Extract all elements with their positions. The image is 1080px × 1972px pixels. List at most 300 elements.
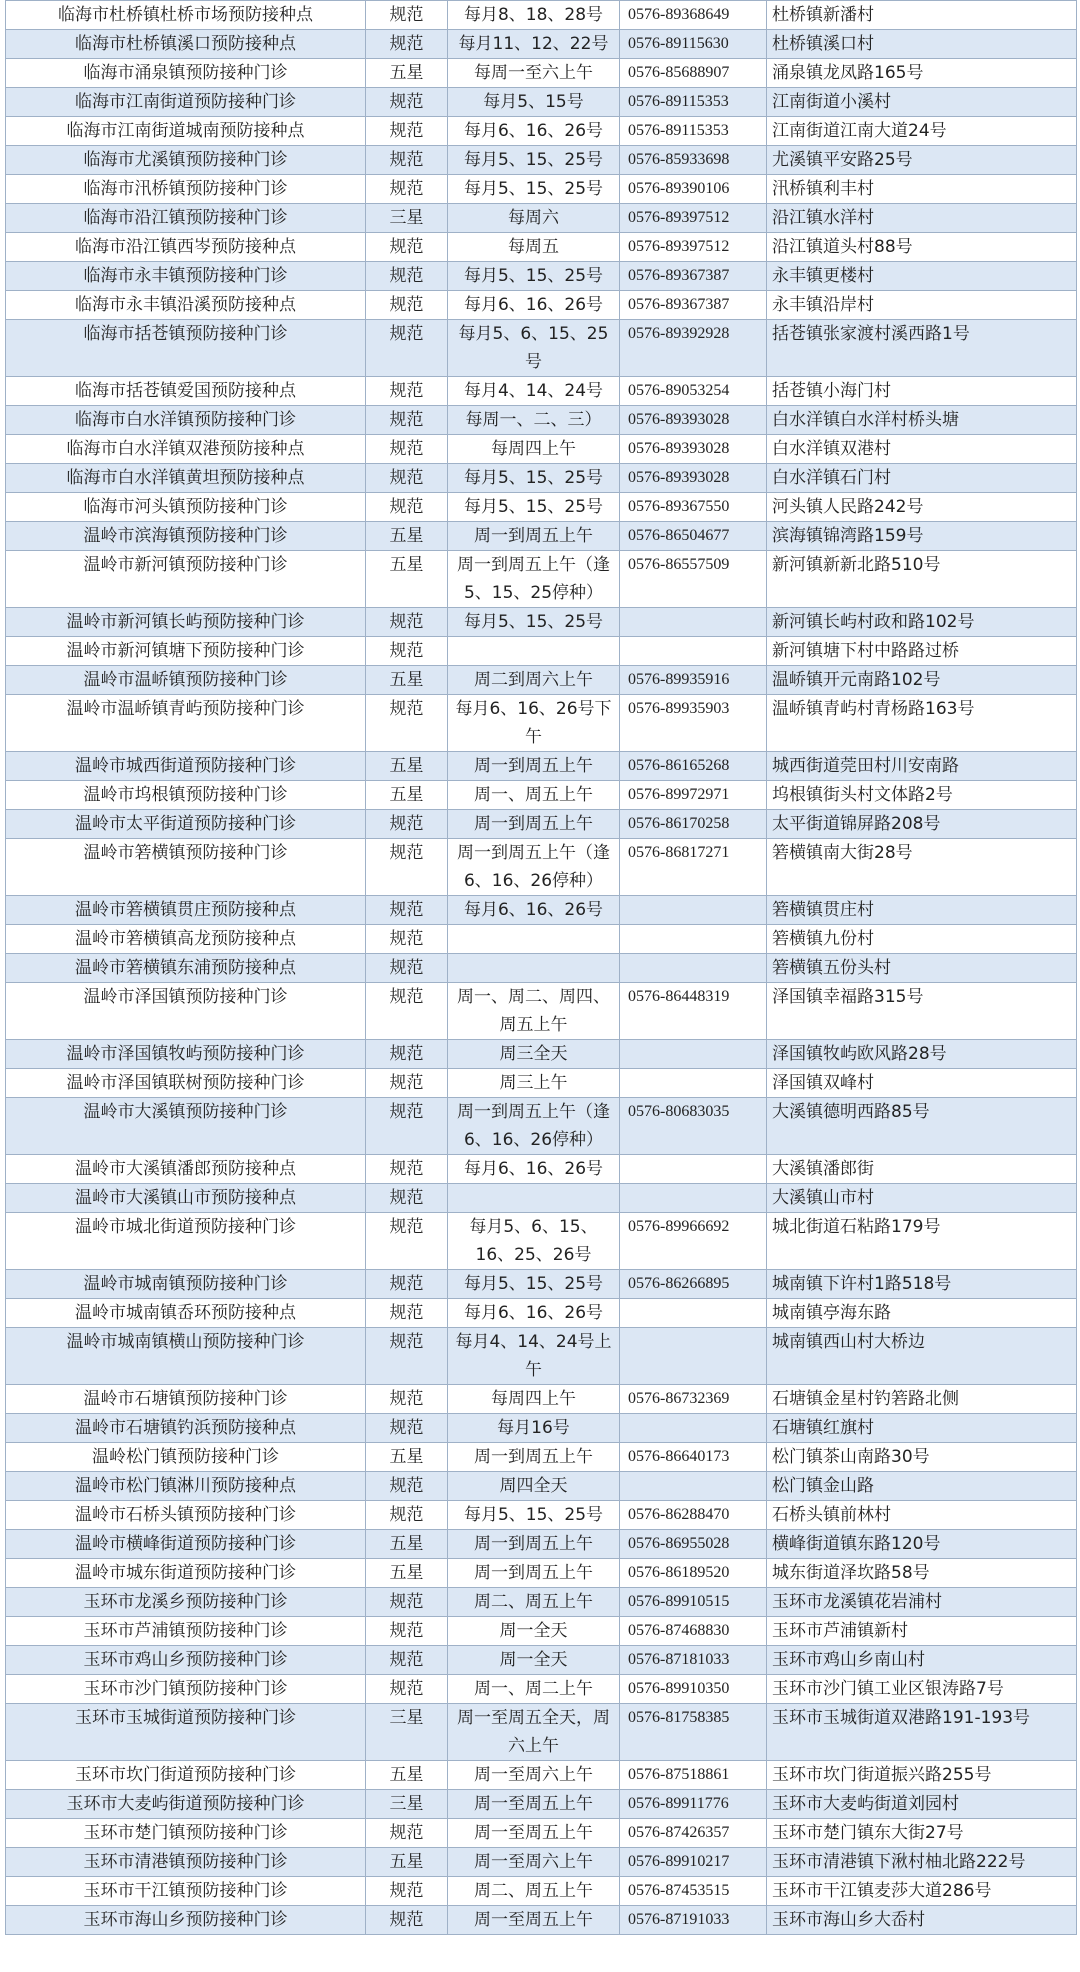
clinic-name-cell: 温岭市城南镇横山预防接种门诊 bbox=[6, 1328, 366, 1385]
table-row bbox=[6, 1472, 1077, 1501]
clinic-schedule-cell: 周一到周五上午 bbox=[448, 1530, 620, 1559]
clinic-schedule-cell: 每月5、15号 bbox=[448, 88, 620, 117]
table-row bbox=[6, 377, 1077, 406]
clinic-schedule-cell: 周一到周五上午 bbox=[448, 1559, 620, 1588]
clinic-phone-cell: 0576-85933698 bbox=[620, 146, 767, 175]
clinic-address-cell: 箬横镇南大街28号 bbox=[767, 839, 1077, 896]
clinic-phone-cell: 0576-86266895 bbox=[620, 1270, 767, 1299]
clinic-phone-cell: 0576-89910217 bbox=[620, 1848, 767, 1877]
clinic-phone-cell: 0576-89367387 bbox=[620, 291, 767, 320]
clinic-phone-cell: 0576-89367550 bbox=[620, 493, 767, 522]
clinic-address-cell: 玉环市坎门街道振兴路255号 bbox=[767, 1761, 1077, 1790]
clinic-address-cell: 新河镇新新北路510号 bbox=[767, 551, 1077, 608]
clinic-name-cell: 临海市白水洋镇双港预防接种点 bbox=[6, 435, 366, 464]
clinic-name-cell: 玉环市玉城街道预防接种门诊 bbox=[6, 1704, 366, 1761]
clinic-name-cell: 临海市汛桥镇预防接种门诊 bbox=[6, 175, 366, 204]
clinic-level-cell: 规范 bbox=[366, 1617, 448, 1646]
clinic-schedule-cell: 每月16号 bbox=[448, 1414, 620, 1443]
clinic-schedule-cell: 每月6、16、26号下午 bbox=[448, 695, 620, 752]
clinic-address-cell: 松门镇茶山南路30号 bbox=[767, 1443, 1077, 1472]
clinic-phone-cell bbox=[620, 1184, 767, 1213]
clinic-name-cell: 温岭市横峰街道预防接种门诊 bbox=[6, 1530, 366, 1559]
clinic-name-cell: 临海市沿江镇西岑预防接种点 bbox=[6, 233, 366, 262]
table-row bbox=[6, 1155, 1077, 1184]
clinic-level-cell: 五星 bbox=[366, 1761, 448, 1790]
clinic-phone-cell: 0576-86955028 bbox=[620, 1530, 767, 1559]
clinic-phone-cell: 0576-89966692 bbox=[620, 1213, 767, 1270]
table-row bbox=[6, 983, 1077, 1040]
clinic-name-cell: 温岭市箬横镇高龙预防接种点 bbox=[6, 925, 366, 954]
clinic-phone-cell: 0576-85688907 bbox=[620, 59, 767, 88]
table-row bbox=[6, 146, 1077, 175]
clinic-schedule-cell: 每周六 bbox=[448, 204, 620, 233]
clinic-level-cell: 规范 bbox=[366, 30, 448, 59]
table-row bbox=[6, 1040, 1077, 1069]
clinic-name-cell: 临海市白水洋镇黄坦预防接种点 bbox=[6, 464, 366, 493]
clinic-name-cell: 临海市永丰镇沿溪预防接种点 bbox=[6, 291, 366, 320]
table-row bbox=[6, 1530, 1077, 1559]
clinic-level-cell: 五星 bbox=[366, 551, 448, 608]
clinic-phone-cell: 0576-86170258 bbox=[620, 810, 767, 839]
clinic-level-cell: 规范 bbox=[366, 320, 448, 377]
clinic-schedule-cell: 周一至周六上午 bbox=[448, 1761, 620, 1790]
clinic-level-cell: 规范 bbox=[366, 291, 448, 320]
clinic-address-cell: 温峤镇青屿村青杨路163号 bbox=[767, 695, 1077, 752]
clinic-level-cell: 规范 bbox=[366, 1819, 448, 1848]
clinic-name-cell: 温岭市坞根镇预防接种门诊 bbox=[6, 781, 366, 810]
clinic-name-cell: 温岭市新河镇塘下预防接种门诊 bbox=[6, 637, 366, 666]
clinic-phone-cell bbox=[620, 608, 767, 637]
clinic-level-cell: 规范 bbox=[366, 983, 448, 1040]
table-row bbox=[6, 695, 1077, 752]
table-row bbox=[6, 896, 1077, 925]
clinic-name-cell: 温岭市箬横镇预防接种门诊 bbox=[6, 839, 366, 896]
clinic-level-cell: 规范 bbox=[366, 1213, 448, 1270]
clinic-name-cell: 玉环市大麦屿街道预防接种门诊 bbox=[6, 1790, 366, 1819]
clinic-address-cell: 玉环市鸡山乡南山村 bbox=[767, 1646, 1077, 1675]
clinic-name-cell: 温岭松门镇预防接种门诊 bbox=[6, 1443, 366, 1472]
clinic-level-cell: 规范 bbox=[366, 1501, 448, 1530]
clinic-level-cell: 五星 bbox=[366, 1530, 448, 1559]
clinic-level-cell: 规范 bbox=[366, 377, 448, 406]
table-row bbox=[6, 435, 1077, 464]
table-row bbox=[6, 88, 1077, 117]
clinic-level-cell: 规范 bbox=[366, 1270, 448, 1299]
clinic-phone-cell bbox=[620, 954, 767, 983]
clinic-level-cell: 三星 bbox=[366, 1704, 448, 1761]
clinic-schedule-cell: 每周五 bbox=[448, 233, 620, 262]
clinic-name-cell: 玉环市芦浦镇预防接种门诊 bbox=[6, 1617, 366, 1646]
clinic-name-cell: 温岭市泽国镇预防接种门诊 bbox=[6, 983, 366, 1040]
clinic-phone-cell bbox=[620, 1069, 767, 1098]
clinic-level-cell: 三星 bbox=[366, 1790, 448, 1819]
clinic-schedule-cell: 周二到周六上午 bbox=[448, 666, 620, 695]
clinic-name-cell: 玉环市鸡山乡预防接种门诊 bbox=[6, 1646, 366, 1675]
clinic-name-cell: 玉环市坎门街道预防接种门诊 bbox=[6, 1761, 366, 1790]
table-row bbox=[6, 1790, 1077, 1819]
clinic-name-cell: 玉环市楚门镇预防接种门诊 bbox=[6, 1819, 366, 1848]
clinic-schedule-cell: 周二、周五上午 bbox=[448, 1588, 620, 1617]
clinic-level-cell: 五星 bbox=[366, 781, 448, 810]
clinic-schedule-cell: 每周一至六上午 bbox=[448, 59, 620, 88]
clinic-level-cell: 五星 bbox=[366, 666, 448, 695]
clinic-name-cell: 温岭市城东街道预防接种门诊 bbox=[6, 1559, 366, 1588]
clinic-schedule-cell: 每月5、15、25号 bbox=[448, 262, 620, 291]
clinic-name-cell: 温岭市石桥头镇预防接种门诊 bbox=[6, 1501, 366, 1530]
clinic-phone-cell: 0576-89368649 bbox=[620, 1, 767, 30]
clinic-address-cell: 箬横镇九份村 bbox=[767, 925, 1077, 954]
table-row bbox=[6, 30, 1077, 59]
clinic-schedule-cell: 周一至周五上午 bbox=[448, 1906, 620, 1935]
clinic-level-cell: 规范 bbox=[366, 262, 448, 291]
clinic-name-cell: 玉环市沙门镇预防接种门诊 bbox=[6, 1675, 366, 1704]
clinic-level-cell: 五星 bbox=[366, 1559, 448, 1588]
clinic-level-cell: 规范 bbox=[366, 695, 448, 752]
clinic-schedule-cell: 每月5、15、25号 bbox=[448, 608, 620, 637]
clinic-schedule-cell: 周一到周五上午 bbox=[448, 522, 620, 551]
clinic-schedule-cell bbox=[448, 925, 620, 954]
clinic-phone-cell: 0576-89392928 bbox=[620, 320, 767, 377]
clinic-address-cell: 玉环市龙溪镇花岩浦村 bbox=[767, 1588, 1077, 1617]
table-row bbox=[6, 925, 1077, 954]
clinic-level-cell: 规范 bbox=[366, 1877, 448, 1906]
clinic-level-cell: 规范 bbox=[366, 464, 448, 493]
clinic-phone-cell bbox=[620, 1155, 767, 1184]
clinic-name-cell: 临海市括苍镇预防接种门诊 bbox=[6, 320, 366, 377]
clinic-name-cell: 温岭市城北街道预防接种门诊 bbox=[6, 1213, 366, 1270]
clinic-phone-cell: 0576-86165268 bbox=[620, 752, 767, 781]
table-row bbox=[6, 522, 1077, 551]
clinic-address-cell: 泽国镇幸福路315号 bbox=[767, 983, 1077, 1040]
clinic-phone-cell: 0576-89053254 bbox=[620, 377, 767, 406]
table-row bbox=[6, 1617, 1077, 1646]
clinic-level-cell: 五星 bbox=[366, 752, 448, 781]
table-row bbox=[6, 1675, 1077, 1704]
clinic-address-cell: 新河镇塘下村中路路过桥 bbox=[767, 637, 1077, 666]
clinic-address-cell: 大溪镇潘郎街 bbox=[767, 1155, 1077, 1184]
clinic-name-cell: 温岭市泽国镇牧屿预防接种门诊 bbox=[6, 1040, 366, 1069]
table-row bbox=[6, 1, 1077, 30]
clinic-name-cell: 玉环市龙溪乡预防接种门诊 bbox=[6, 1588, 366, 1617]
clinic-address-cell: 玉环市沙门镇工业区银涛路7号 bbox=[767, 1675, 1077, 1704]
clinic-name-cell: 临海市杜桥镇溪口预防接种点 bbox=[6, 30, 366, 59]
clinic-address-cell: 石桥头镇前林村 bbox=[767, 1501, 1077, 1530]
clinic-name-cell: 临海市尤溪镇预防接种门诊 bbox=[6, 146, 366, 175]
clinic-phone-cell: 0576-86448319 bbox=[620, 983, 767, 1040]
clinic-phone-cell: 0576-89115630 bbox=[620, 30, 767, 59]
clinic-schedule-cell: 每月5、15、25号 bbox=[448, 175, 620, 204]
clinic-level-cell: 五星 bbox=[366, 59, 448, 88]
table-row bbox=[6, 839, 1077, 896]
clinic-level-cell: 规范 bbox=[366, 925, 448, 954]
clinic-address-cell: 石塘镇红旗村 bbox=[767, 1414, 1077, 1443]
clinic-address-cell: 泽国镇双峰村 bbox=[767, 1069, 1077, 1098]
clinic-address-cell: 江南街道江南大道24号 bbox=[767, 117, 1077, 146]
clinic-schedule-cell: 每月4、14、24号上午 bbox=[448, 1328, 620, 1385]
clinic-level-cell: 规范 bbox=[366, 1328, 448, 1385]
table-row bbox=[6, 1414, 1077, 1443]
clinic-address-cell: 江南街道小溪村 bbox=[767, 88, 1077, 117]
clinic-schedule-cell: 每周一、二、三） bbox=[448, 406, 620, 435]
clinic-phone-cell bbox=[620, 896, 767, 925]
clinic-schedule-cell: 周一全天 bbox=[448, 1646, 620, 1675]
clinic-address-cell: 沿江镇道头村88号 bbox=[767, 233, 1077, 262]
table-row bbox=[6, 1443, 1077, 1472]
clinic-phone-cell: 0576-89390106 bbox=[620, 175, 767, 204]
table-row bbox=[6, 117, 1077, 146]
clinic-level-cell: 规范 bbox=[366, 146, 448, 175]
clinic-name-cell: 温岭市箬横镇东浦预防接种点 bbox=[6, 954, 366, 983]
clinic-name-cell: 临海市括苍镇爱国预防接种点 bbox=[6, 377, 366, 406]
clinic-phone-cell: 0576-89910350 bbox=[620, 1675, 767, 1704]
clinic-schedule-cell: 每月6、16、26号 bbox=[448, 896, 620, 925]
clinic-address-cell: 白水洋镇石门村 bbox=[767, 464, 1077, 493]
clinic-phone-cell: 0576-87518861 bbox=[620, 1761, 767, 1790]
clinic-schedule-cell: 周一到周五上午（逢6、16、26停种） bbox=[448, 839, 620, 896]
clinic-schedule-cell: 每月5、6、15、25号 bbox=[448, 320, 620, 377]
clinic-level-cell: 规范 bbox=[366, 1385, 448, 1414]
clinic-address-cell: 杜桥镇新潘村 bbox=[767, 1, 1077, 30]
table-row bbox=[6, 1069, 1077, 1098]
clinic-address-cell: 玉环市楚门镇东大街27号 bbox=[767, 1819, 1077, 1848]
clinic-phone-cell bbox=[620, 1414, 767, 1443]
clinic-schedule-cell: 每月4、14、24号 bbox=[448, 377, 620, 406]
clinic-level-cell: 规范 bbox=[366, 1069, 448, 1098]
clinic-table bbox=[5, 0, 1077, 1935]
clinic-schedule-cell: 每月5、15、25号 bbox=[448, 464, 620, 493]
table-row bbox=[6, 1501, 1077, 1530]
table-row bbox=[6, 608, 1077, 637]
clinic-phone-cell: 0576-89115353 bbox=[620, 117, 767, 146]
clinic-schedule-cell: 每周四上午 bbox=[448, 435, 620, 464]
clinic-schedule-cell: 每月6、16、26号 bbox=[448, 1155, 620, 1184]
clinic-schedule-cell: 每月5、6、15、16、25、26号 bbox=[448, 1213, 620, 1270]
clinic-address-cell: 永丰镇更楼村 bbox=[767, 262, 1077, 291]
clinic-phone-cell: 0576-89397512 bbox=[620, 204, 767, 233]
table-row bbox=[6, 1299, 1077, 1328]
clinic-phone-cell: 0576-89397512 bbox=[620, 233, 767, 262]
clinic-level-cell: 规范 bbox=[366, 1472, 448, 1501]
clinic-level-cell: 规范 bbox=[366, 1646, 448, 1675]
clinic-name-cell: 玉环市清港镇预防接种门诊 bbox=[6, 1848, 366, 1877]
clinic-address-cell: 玉环市大麦屿街道刘园村 bbox=[767, 1790, 1077, 1819]
table-row bbox=[6, 59, 1077, 88]
clinic-level-cell: 三星 bbox=[366, 204, 448, 233]
table-row bbox=[6, 291, 1077, 320]
clinic-schedule-cell: 每月11、12、22号 bbox=[448, 30, 620, 59]
clinic-address-cell: 涌泉镇龙凤路165号 bbox=[767, 59, 1077, 88]
clinic-phone-cell: 0576-89972971 bbox=[620, 781, 767, 810]
table-row bbox=[6, 954, 1077, 983]
table-row bbox=[6, 464, 1077, 493]
clinic-address-cell: 横峰街道镇东路120号 bbox=[767, 1530, 1077, 1559]
table-row bbox=[6, 262, 1077, 291]
clinic-level-cell: 五星 bbox=[366, 1443, 448, 1472]
clinic-level-cell: 规范 bbox=[366, 175, 448, 204]
clinic-address-cell: 城南镇下许村1路518号 bbox=[767, 1270, 1077, 1299]
clinic-phone-cell bbox=[620, 925, 767, 954]
clinic-name-cell: 临海市永丰镇预防接种门诊 bbox=[6, 262, 366, 291]
clinic-level-cell: 规范 bbox=[366, 954, 448, 983]
table-row bbox=[6, 1588, 1077, 1617]
clinic-name-cell: 临海市河头镇预防接种门诊 bbox=[6, 493, 366, 522]
clinic-address-cell: 大溪镇德明西路85号 bbox=[767, 1098, 1077, 1155]
clinic-schedule-cell: 周四全天 bbox=[448, 1472, 620, 1501]
table-row bbox=[6, 320, 1077, 377]
clinic-address-cell: 太平街道锦屏路208号 bbox=[767, 810, 1077, 839]
clinic-name-cell: 温岭市大溪镇山市预防接种点 bbox=[6, 1184, 366, 1213]
table-row bbox=[6, 637, 1077, 666]
table-row bbox=[6, 1646, 1077, 1675]
clinic-schedule-cell: 周一到周五上午（逢6、16、26停种） bbox=[448, 1098, 620, 1155]
clinic-level-cell: 规范 bbox=[366, 1588, 448, 1617]
clinic-level-cell: 规范 bbox=[366, 233, 448, 262]
table-row bbox=[6, 1385, 1077, 1414]
table-row bbox=[6, 406, 1077, 435]
table-row bbox=[6, 781, 1077, 810]
clinic-address-cell: 尤溪镇平安路25号 bbox=[767, 146, 1077, 175]
clinic-schedule-cell: 每月6、16、26号 bbox=[448, 117, 620, 146]
clinic-address-cell: 松门镇金山路 bbox=[767, 1472, 1077, 1501]
table-row bbox=[6, 752, 1077, 781]
clinic-level-cell: 规范 bbox=[366, 1155, 448, 1184]
clinic-address-cell: 玉环市芦浦镇新村 bbox=[767, 1617, 1077, 1646]
table-row bbox=[6, 204, 1077, 233]
table-row bbox=[6, 1819, 1077, 1848]
table-row bbox=[6, 1704, 1077, 1761]
clinic-schedule-cell: 周一、周五上午 bbox=[448, 781, 620, 810]
clinic-level-cell: 规范 bbox=[366, 810, 448, 839]
clinic-schedule-cell: 周一到周五上午 bbox=[448, 810, 620, 839]
clinic-phone-cell: 0576-87453515 bbox=[620, 1877, 767, 1906]
clinic-schedule-cell: 周一、周二上午 bbox=[448, 1675, 620, 1704]
clinic-address-cell: 城南镇西山村大桥边 bbox=[767, 1328, 1077, 1385]
clinic-name-cell: 温岭市温峤镇预防接种门诊 bbox=[6, 666, 366, 695]
clinic-phone-cell: 0576-86189520 bbox=[620, 1559, 767, 1588]
clinic-name-cell: 临海市江南街道城南预防接种点 bbox=[6, 117, 366, 146]
clinic-schedule-cell: 周一至周五上午 bbox=[448, 1819, 620, 1848]
clinic-address-cell: 泽国镇牧屿欧风路28号 bbox=[767, 1040, 1077, 1069]
clinic-phone-cell bbox=[620, 1328, 767, 1385]
clinic-schedule-cell: 周一至周六上午 bbox=[448, 1848, 620, 1877]
clinic-name-cell: 温岭市新河镇长屿预防接种门诊 bbox=[6, 608, 366, 637]
clinic-phone-cell: 0576-86288470 bbox=[620, 1501, 767, 1530]
clinic-address-cell: 大溪镇山市村 bbox=[767, 1184, 1077, 1213]
clinic-name-cell: 温岭市石塘镇钓浜预防接种点 bbox=[6, 1414, 366, 1443]
clinic-schedule-cell: 周二、周五上午 bbox=[448, 1877, 620, 1906]
clinic-phone-cell: 0576-87181033 bbox=[620, 1646, 767, 1675]
table-row bbox=[6, 1906, 1077, 1935]
clinic-schedule-cell: 每月8、18、28号 bbox=[448, 1, 620, 30]
clinic-level-cell: 规范 bbox=[366, 117, 448, 146]
clinic-address-cell: 城北街道石粘路179号 bbox=[767, 1213, 1077, 1270]
clinic-address-cell: 白水洋镇双港村 bbox=[767, 435, 1077, 464]
clinic-level-cell: 规范 bbox=[366, 88, 448, 117]
clinic-name-cell: 临海市白水洋镇预防接种门诊 bbox=[6, 406, 366, 435]
clinic-address-cell: 滨海镇锦湾路159号 bbox=[767, 522, 1077, 551]
clinic-schedule-cell bbox=[448, 637, 620, 666]
clinic-schedule-cell: 周一、周二、周四、周五上午 bbox=[448, 983, 620, 1040]
clinic-phone-cell: 0576-87426357 bbox=[620, 1819, 767, 1848]
clinic-phone-cell: 0576-89115353 bbox=[620, 88, 767, 117]
clinic-phone-cell: 0576-86640173 bbox=[620, 1443, 767, 1472]
table-row bbox=[6, 810, 1077, 839]
table-row bbox=[6, 1877, 1077, 1906]
clinic-schedule-cell: 每月5、15、25号 bbox=[448, 1270, 620, 1299]
clinic-phone-cell: 0576-89911776 bbox=[620, 1790, 767, 1819]
clinic-name-cell: 温岭市城南镇预防接种门诊 bbox=[6, 1270, 366, 1299]
clinic-phone-cell: 0576-89393028 bbox=[620, 464, 767, 493]
clinic-level-cell: 规范 bbox=[366, 435, 448, 464]
clinic-level-cell: 规范 bbox=[366, 1414, 448, 1443]
table-row bbox=[6, 551, 1077, 608]
table-row bbox=[6, 1761, 1077, 1790]
clinic-schedule-cell: 周一到周五上午 bbox=[448, 752, 620, 781]
clinic-address-cell: 玉环市玉城街道双港路191-193号 bbox=[767, 1704, 1077, 1761]
clinic-phone-cell: 0576-81758385 bbox=[620, 1704, 767, 1761]
clinic-table-body bbox=[6, 1, 1077, 1935]
table-row bbox=[6, 493, 1077, 522]
clinic-level-cell: 规范 bbox=[366, 1675, 448, 1704]
table-row bbox=[6, 1213, 1077, 1270]
clinic-name-cell: 温岭市泽国镇联树预防接种门诊 bbox=[6, 1069, 366, 1098]
clinic-address-cell: 括苍镇张家渡村溪西路1号 bbox=[767, 320, 1077, 377]
clinic-schedule-cell: 每周四上午 bbox=[448, 1385, 620, 1414]
clinic-schedule-cell: 周一到周五上午（逢5、15、25停种） bbox=[448, 551, 620, 608]
clinic-name-cell: 温岭市城南镇岙环预防接种点 bbox=[6, 1299, 366, 1328]
clinic-level-cell: 规范 bbox=[366, 608, 448, 637]
clinic-address-cell: 汛桥镇利丰村 bbox=[767, 175, 1077, 204]
clinic-address-cell: 城南镇亭海东路 bbox=[767, 1299, 1077, 1328]
clinic-level-cell: 规范 bbox=[366, 493, 448, 522]
clinic-phone-cell: 0576-89393028 bbox=[620, 435, 767, 464]
clinic-level-cell: 五星 bbox=[366, 1848, 448, 1877]
table-row bbox=[6, 175, 1077, 204]
table-row bbox=[6, 1559, 1077, 1588]
clinic-phone-cell: 0576-86557509 bbox=[620, 551, 767, 608]
clinic-address-cell: 城东街道泽坎路58号 bbox=[767, 1559, 1077, 1588]
clinic-address-cell: 新河镇长屿村政和路102号 bbox=[767, 608, 1077, 637]
clinic-phone-cell bbox=[620, 1299, 767, 1328]
clinic-address-cell: 括苍镇小海门村 bbox=[767, 377, 1077, 406]
clinic-name-cell: 温岭市大溪镇预防接种门诊 bbox=[6, 1098, 366, 1155]
clinic-name-cell: 临海市沿江镇预防接种门诊 bbox=[6, 204, 366, 233]
table-row bbox=[6, 1270, 1077, 1299]
clinic-level-cell: 规范 bbox=[366, 1040, 448, 1069]
clinic-address-cell: 箬横镇五份头村 bbox=[767, 954, 1077, 983]
clinic-phone-cell: 0576-86732369 bbox=[620, 1385, 767, 1414]
clinic-level-cell: 规范 bbox=[366, 1299, 448, 1328]
clinic-address-cell: 沿江镇水洋村 bbox=[767, 204, 1077, 233]
clinic-schedule-cell: 周一到周五上午 bbox=[448, 1443, 620, 1472]
clinic-address-cell: 箬横镇贯庄村 bbox=[767, 896, 1077, 925]
clinic-address-cell: 白水洋镇白水洋村桥头塘 bbox=[767, 406, 1077, 435]
clinic-address-cell: 坞根镇街头村文体路2号 bbox=[767, 781, 1077, 810]
clinic-phone-cell: 0576-80683035 bbox=[620, 1098, 767, 1155]
clinic-address-cell: 玉环市清港镇下湫村柚北路222号 bbox=[767, 1848, 1077, 1877]
clinic-address-cell: 杜桥镇溪口村 bbox=[767, 30, 1077, 59]
clinic-name-cell: 玉环市海山乡预防接种门诊 bbox=[6, 1906, 366, 1935]
clinic-phone-cell bbox=[620, 637, 767, 666]
clinic-phone-cell: 0576-86504677 bbox=[620, 522, 767, 551]
clinic-level-cell: 规范 bbox=[366, 839, 448, 896]
clinic-level-cell: 规范 bbox=[366, 1098, 448, 1155]
clinic-schedule-cell: 周一全天 bbox=[448, 1617, 620, 1646]
clinic-level-cell: 规范 bbox=[366, 1906, 448, 1935]
clinic-phone-cell: 0576-86817271 bbox=[620, 839, 767, 896]
clinic-address-cell: 城西街道莞田村川安南路 bbox=[767, 752, 1077, 781]
table-row bbox=[6, 1328, 1077, 1385]
